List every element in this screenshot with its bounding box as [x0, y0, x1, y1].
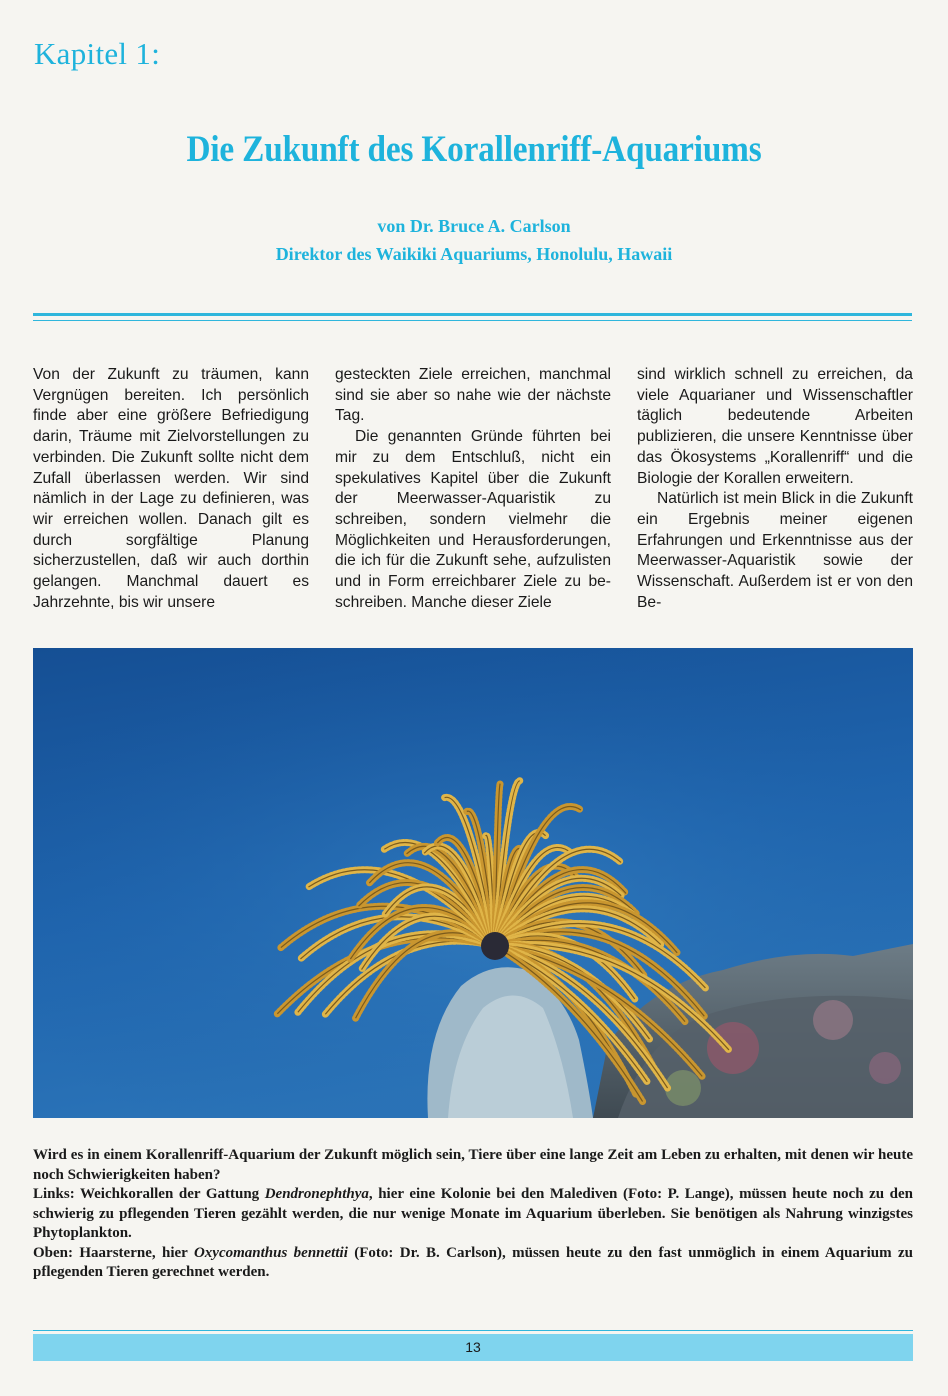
paragraph: Von der Zukunft zu träumen, kann Vergnügen bereiten. Ich persönlich finde aber eine größere Befriedigung darin, Träume mit Zielvorstellungen zu verbinden. Die Zukunft sollte nicht dem Zufall überlassen werden. Wir sind nämlich in der Lage zu definieren, was wir erreichen wollen. Danach gilt es durch sorgfältige Planung sicherzustellen, daß wir auch dorthin gelangen. Manchmal dauert es Jahrzehnte, bis wir unsere — [33, 366, 309, 611]
footer-rule — [33, 1330, 913, 1331]
chapter-label: Kapitel 1: — [34, 36, 161, 71]
header-rule-thin — [33, 320, 912, 321]
page-title: Die Zukunft des Korallenriff-Aquariums — [186, 129, 762, 170]
body-columns — [33, 365, 913, 633]
caption-question: Wird es in einem Korallenriff-Aquarium der Zukunft möglich sein, Tiere über eine lange Zeit am Leben zu erhalten, mit denen wir heute noch Schwierigkeiten haben? — [33, 1147, 913, 1183]
footer-bar — [33, 1334, 913, 1361]
affiliation-line: Direktor des Waikiki Aquariums, Honolulu, Hawaii — [275, 244, 673, 264]
species-name: Dendronephthya — [264, 1186, 369, 1202]
text-column-3 — [637, 365, 913, 633]
paragraph: Die genannten Gründe führten bei mir zu dem Entschluß, nicht ein spekulatives Kapitel über die Zukunft der Meerwasser-Aquaristik zu schreiben, sondern vielmehr die Möglichkeiten und Herausforderungen, die ich für die Zukunft sehe, aufzulisten und in Form erreichbarer Ziele zu beschreiben. Manche dieser Ziele — [335, 428, 611, 611]
header-rule-thick — [33, 313, 912, 316]
page-number: 13 — [465, 1339, 481, 1355]
author-line: von Dr. Bruce A. Carlson — [377, 216, 571, 236]
figure-caption — [33, 1146, 913, 1283]
feather-star-photo — [33, 648, 913, 1118]
species-name: Oxycomanthus bennettii — [193, 1244, 348, 1261]
caption-top: Oben: Haarsterne, hier Oxycomanthus bennettii (Foto: Dr. B. Carlson), müssen heute zu den fast unmöglich in einem Aquarium zu pflegenden Tieren gerechnet werden. — [33, 1244, 913, 1280]
text-column-2 — [335, 365, 611, 633]
feather-star-body — [481, 932, 509, 960]
caption-left: Links: Weichkorallen der Gattung Dendronephthya, hier eine Kolonie bei den Malediven (Foto: P. Lange), müssen heute noch zu den schwierig zu pflegenden Tieren gezählt werden, die nur wenige Monate im Aquarium überleben. Sie benötigen als Nahrung winzigstes Phytoplankton. — [33, 1186, 913, 1241]
paragraph: sind wirklich schnell zu erreichen, da viele Aquarianer und Wissenschaftler täglich bedeutende Arbeiten publizieren, die unsere Kenntnisse über das Ökosystems „Korallenriff“ und die Biologie der Korallen erweitern. — [637, 366, 913, 487]
paragraph: Natürlich ist mein Blick in die Zukunft ein Ergebnis meiner eigenen Erfahrungen und Erkenntnisse aus der Meerwasser-Aquaristik sowie der Wissenschaft. Außerdem ist er von den Be- — [637, 490, 913, 611]
paragraph: gesteckten Ziele erreichen, manchmal sind sie aber so nahe wie der nächste Tag. — [335, 366, 611, 425]
text-column-1 — [33, 365, 309, 633]
